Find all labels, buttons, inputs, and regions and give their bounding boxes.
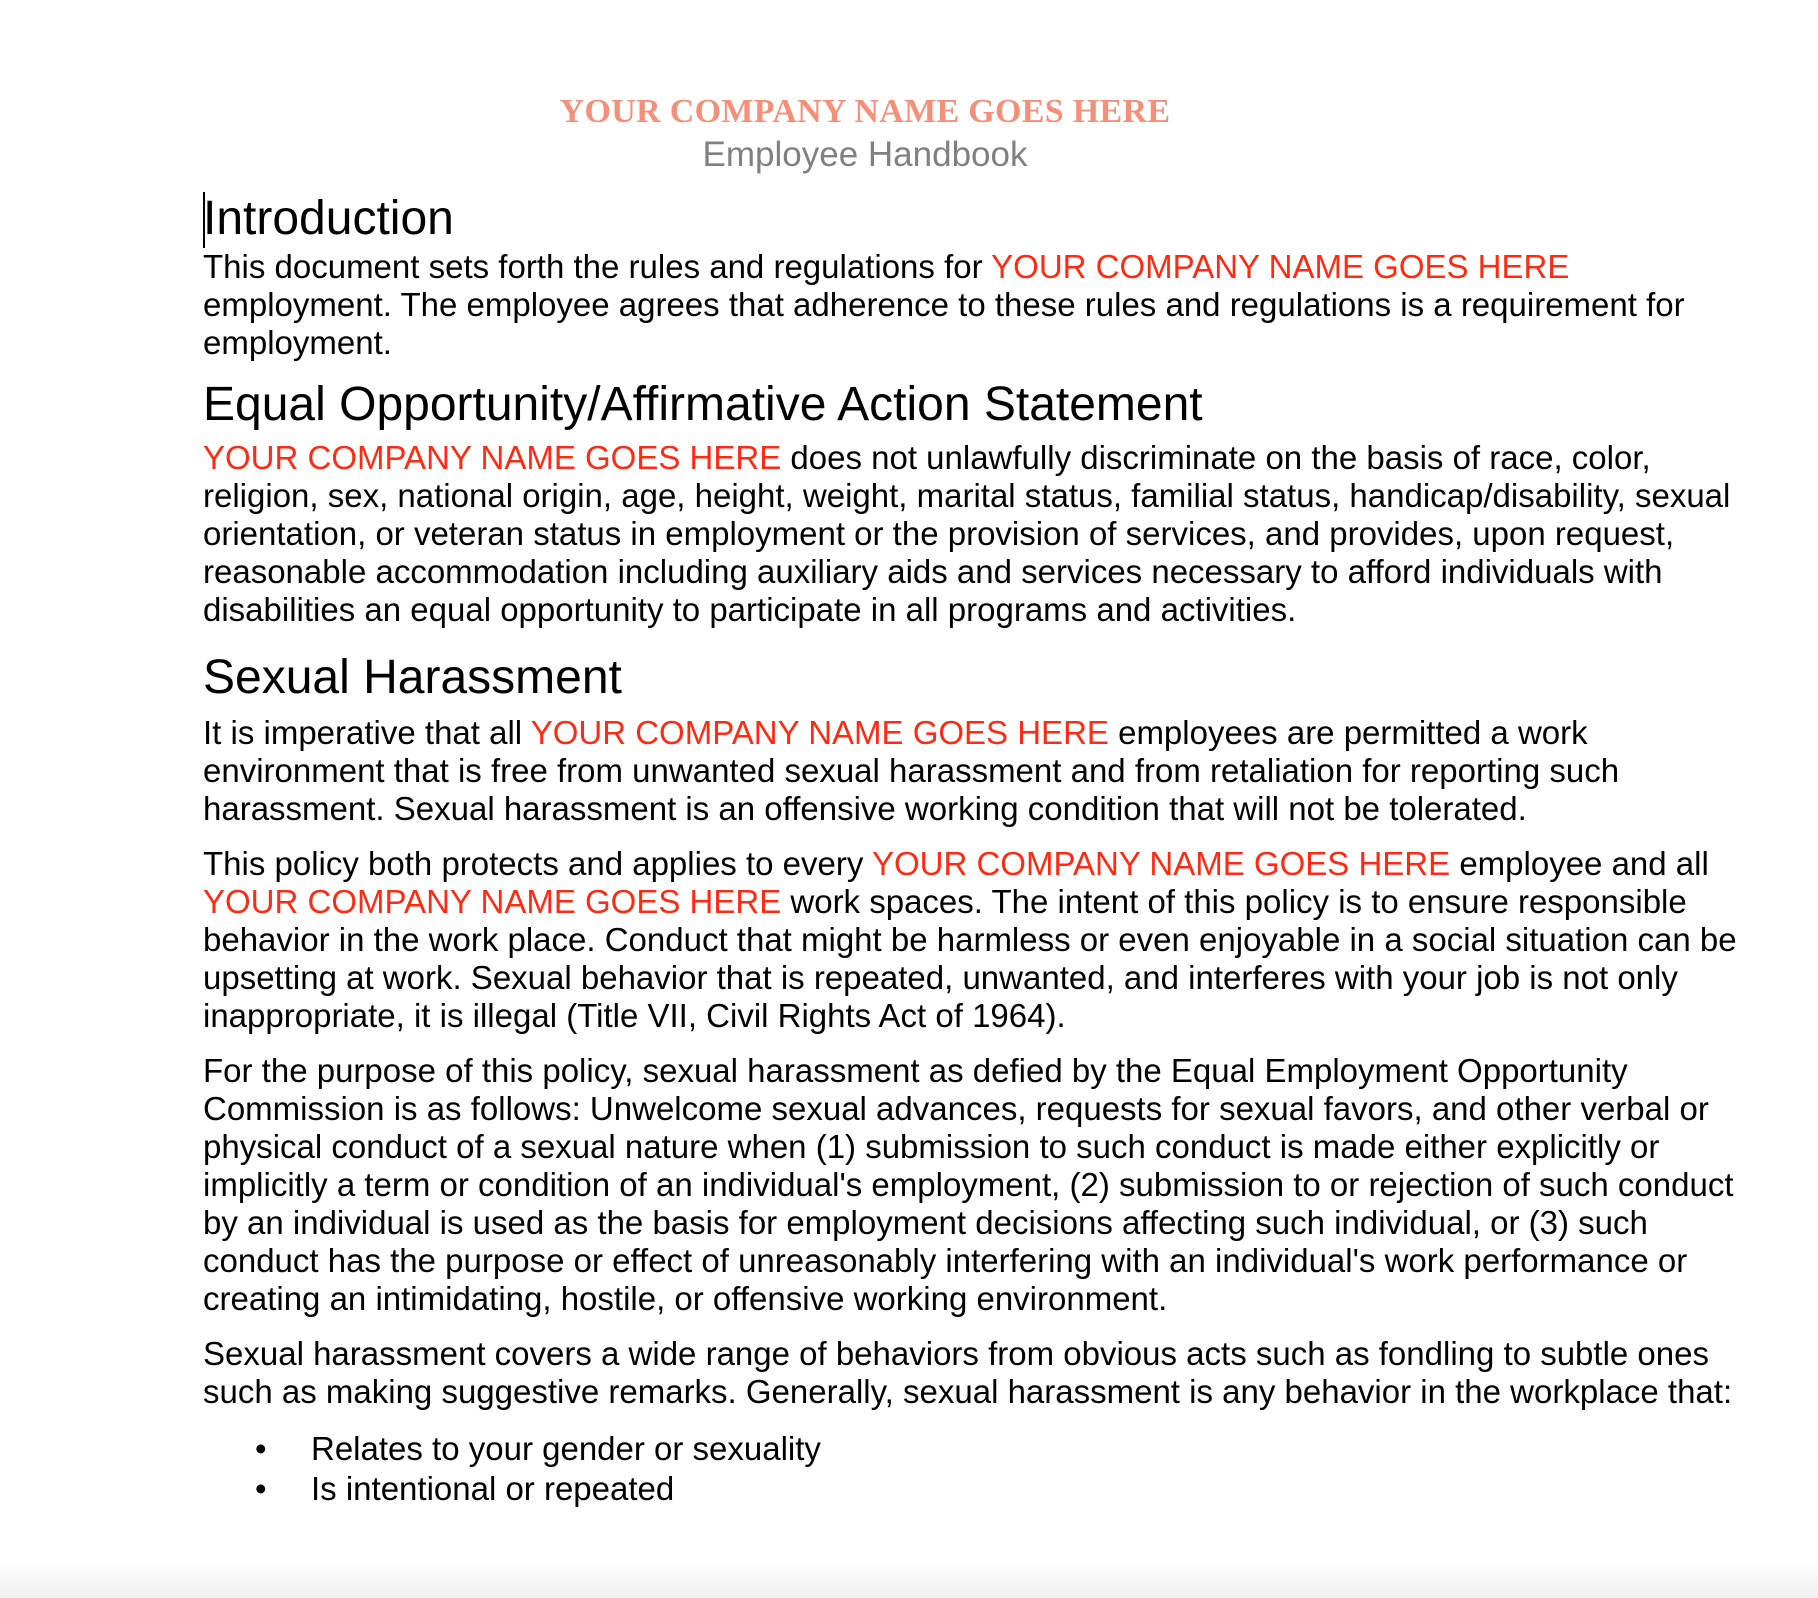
list-item: • Relates to your gender or sexuality [311, 1429, 1748, 1469]
intro-paragraph: This document sets forth the rules and regulations for YOUR COMPANY NAME GOES HERE employment. The employee agrees that adherence to these rules and regulations is a requirement for employment. [203, 248, 1685, 361]
harassment-paragraph-4: Sexual harassment covers a wide range of behaviors from obvious acts such as fondling to subtle ones such as making suggestive remarks. Generally, sexual harassment is any behavior in the workplace that: [203, 1335, 1733, 1410]
eeo-paragraph: YOUR COMPANY NAME GOES HERE does not unlawfully discriminate on the basis of race, color, religion, sex, national origin, age, height, weight, marital status, familial status, handicap/disability, sexual orientation, or veteran status in employment or the provision of services, and provides, upon request, reasonable accommodation including auxiliary aids and services necessary to afford individuals with disabilities an equal opportunity to participate in all programs and activities. [203, 439, 1731, 628]
page-bottom-fade [0, 1560, 1818, 1598]
harassment-paragraph-1: It is imperative that all YOUR COMPANY NAME GOES HERE employees are permitted a work environment that is free from unwanted sexual harassment and from retaliation for reporting such harassment. Sexual harassment is an offensive working condition that will not be tolerated. [203, 714, 1620, 827]
company-placeholder: YOUR COMPANY NAME GOES HERE [991, 248, 1570, 285]
company-placeholder: YOUR COMPANY NAME GOES HERE [871, 845, 1451, 882]
document-body[interactable] [203, 190, 1748, 1509]
heading-sexual-harassment: Sexual Harassment [203, 651, 622, 704]
list-item: • Is intentional or repeated [311, 1469, 1748, 1509]
harassment-bullet-list [203, 1429, 1748, 1509]
harassment-paragraph-3: For the purpose of this policy, sexual harassment as defied by the Equal Employment Opportunity Commission is as follows: Unwelcome sexual advances, requests for sexual favors, and other verbal or physical conduct of a sexual nature when (1) submission to such conduct is made either explicitly or implicitly a term or condition of an individual's employment, (2) submission to or rejection of such conduct by an individual is used as the basis for employment decisions affecting such individual, or (3) such conduct has the purpose or effect of unreasonably interfering with an individual's work performance or creating an intimidating, hostile, or offensive working environment. [203, 1052, 1734, 1317]
company-name-title: YOUR COMPANY NAME GOES HERE [559, 93, 1171, 130]
company-placeholder: YOUR COMPANY NAME GOES HERE [203, 883, 782, 920]
company-placeholder: YOUR COMPANY NAME GOES HERE [530, 714, 1109, 751]
company-placeholder: YOUR COMPANY NAME GOES HERE [203, 439, 782, 476]
document-subtitle: Employee Handbook [702, 135, 1028, 174]
heading-introduction: Introduction [203, 192, 454, 245]
harassment-paragraph-2: This policy both protects and applies to every YOUR COMPANY NAME GOES HERE employee and all YOUR COMPANY NAME GOES HERE work spaces. The intent of this policy is to ensure responsible behavior in the work place. Conduct that might be harmless or even enjoyable in a social situation can be upsetting at work. Sexual behavior that is repeated, unwanted, and interferes with your job is not only inappropriate, it is illegal (Title VII, Civil Rights Act of 1964). [203, 845, 1737, 1034]
heading-equal-opportunity: Equal Opportunity/Affirmative Action Statement [203, 378, 1203, 431]
